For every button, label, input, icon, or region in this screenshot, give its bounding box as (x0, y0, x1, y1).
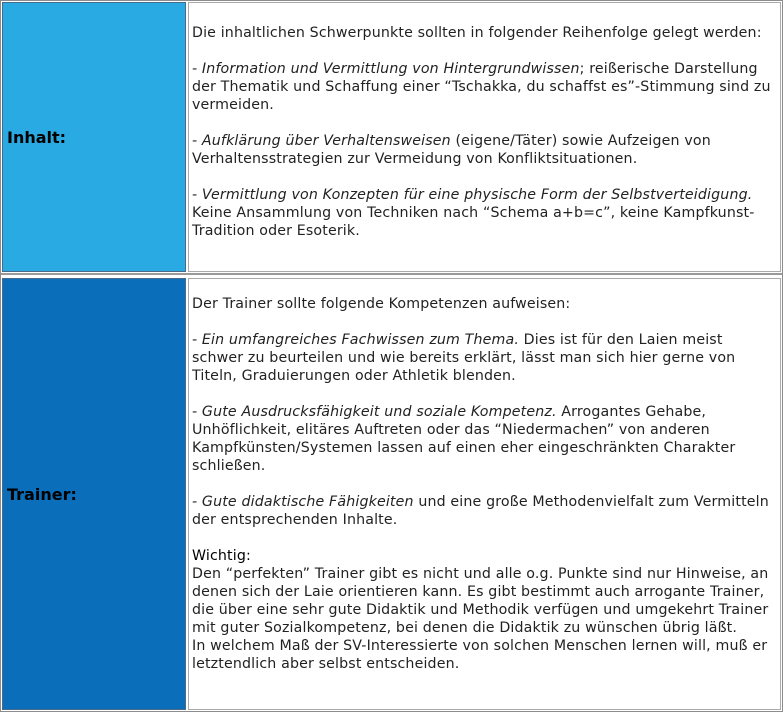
list-item (192, 331, 776, 385)
item-emphasis: - Gute Ausdrucksfähigkeit und soziale Kompetenz. (192, 404, 557, 420)
list-item (192, 132, 776, 168)
item-text: Arrogantes Gehabe, Unhöflichkeit, elitäres Auftreten oder das “Niedermachen” von anderen Kampfkünsten/Systemen lassen auf einen eher eingeschränkten Charakter schließen. (192, 404, 736, 474)
table-row-inhalt (1, 1, 782, 275)
list-item (192, 403, 776, 475)
item-text: (eigene/Täter) sowie Aufzeigen von Verhaltensstrategien zur Vermeidung von Konfliktsituationen. (192, 133, 711, 167)
table-row-trainer (1, 277, 782, 711)
item-emphasis: - Aufklärung über Verhaltensweisen (192, 133, 451, 149)
item-emphasis: - Information und Vermittlung von Hintergrundwissen (192, 61, 580, 77)
intro-text: Der Trainer sollte folgende Kompetenzen aufweisen: (192, 296, 571, 312)
list-item (192, 60, 776, 114)
note-text: Den “perfekten” Trainer gibt es nicht und alle o.g. Punkte sind nur Hinweise, an denen sich der Laie orientieren kann. Es gibt bestimmt auch arrogante Trainer, die über eine sehr gute Didaktik und Methodik verfügen und umgekehrt Trainer mit guter Sozialkompetenz, bei denen die Didaktik zu wünschen übrig läßt. (192, 566, 769, 636)
item-text: Dies ist für den Laien meist schwer zu beurteilen und wie bereits erklärt, lässt man sich hier gerne von Titeln, Graduierungen oder Athletik blenden. (192, 332, 736, 384)
row-content-inhalt (188, 2, 781, 272)
item-emphasis: - Vermittlung von Konzepten für eine physische Form der Selbstverteidigung. (192, 187, 753, 203)
item-emphasis: - Gute didaktische Fähigkeiten (192, 494, 414, 510)
row-label-inhalt: Inhalt: (2, 2, 186, 272)
row-label-trainer: Trainer: (2, 278, 186, 710)
note-block (192, 547, 776, 673)
note-text-conclusion: In welchem Maß der SV-Interessierte von solchen Menschen lernen will, muß er letztendlich aber selbst entscheiden. (192, 638, 768, 672)
list-item (192, 493, 776, 529)
item-text: und eine große Methodenvielfalt zum Vermitteln der entsprechenden Inhalte. (192, 494, 769, 528)
note-title: Wichtig: (192, 548, 251, 564)
item-text: ; reißerische Darstellung der Thematik und Schaffung einer “Tschakka, du schaffst es”-Stimmung sind zu vermeiden. (192, 61, 771, 113)
row-content-trainer (188, 278, 781, 710)
item-emphasis: - Ein umfangreiches Fachwissen zum Thema. (192, 332, 519, 348)
item-text: Keine Ansammlung von Techniken nach “Schema a+b=c”, keine Kampfkunst-Tradition oder Esoterik. (192, 205, 755, 239)
intro-text: Die inhaltlichen Schwerpunkte sollten in folgender Reihenfolge gelegt werden: (192, 25, 762, 41)
list-item (192, 186, 776, 240)
